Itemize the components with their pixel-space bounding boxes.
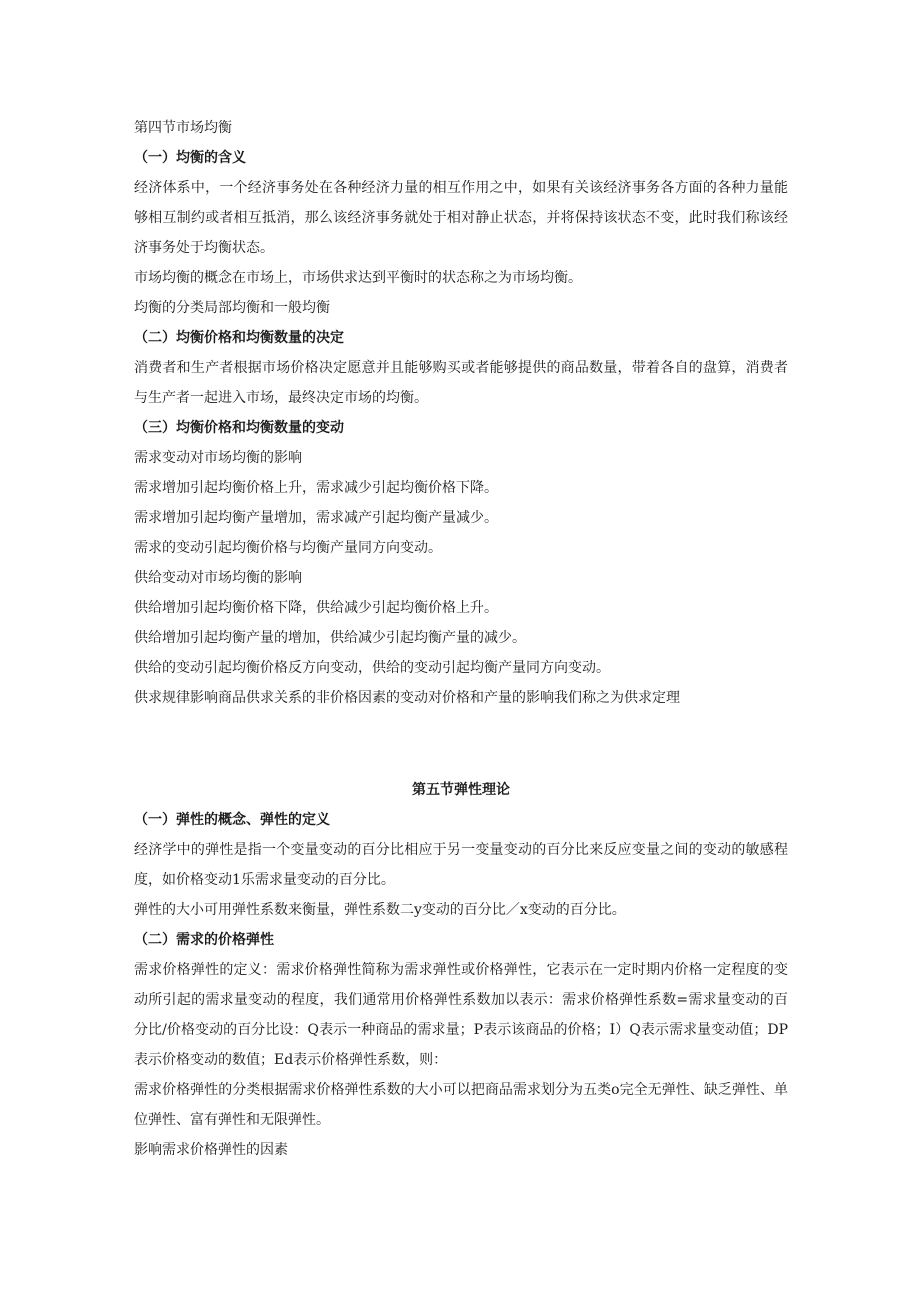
section-4-subheading-3: （三）均衡价格和均衡数量的变动 xyxy=(134,420,344,436)
section-5-subheading-1: （一）弹性的概念、弹性的定义 xyxy=(134,812,330,828)
paragraph-elasticity-factors: 影响需求价格弹性的因素 xyxy=(134,1142,288,1158)
text-line: 需求的变动引起均衡价格与均衡产量同方向变动。 xyxy=(134,540,442,556)
text-line: 供求规律影响商品供求关系的非价格因素的变动对价格和产量的影响我们称之为供求定理 xyxy=(134,690,680,706)
paragraph-equilibrium-meaning: 经济体系中，一个经济事务处在各种经济力量的相互作用之中，如果有关该经济事务各方面的各种力量能够相互制约或者相互抵消，那么该经济事务就处于相对静止状态，并将保持该状态不变，此时我们称该经济事务处于均衡状态。 xyxy=(134,180,788,256)
paragraph-elasticity-coefficient: 弹性的大小可用弹性系数来衡量，弹性系数二y变动的百分比／x变动的百分比。 xyxy=(134,902,626,918)
text-line: 需求变动对市场均衡的影响 xyxy=(134,450,302,466)
paragraph-price-elasticity-classification: 需求价格弹性的分类根据需求价格弹性系数的大小可以把商品需求划分为五类o完全无弹性、缺乏弹性、单位弹性、富有弹性和无限弹性。 xyxy=(134,1082,788,1128)
paragraph-elasticity-definition: 经济学中的弹性是指一个变量变动的百分比相应于另一变量变动的百分比来反应变量之间的变动的敏感程度，如价格变动1乐需求量变动的百分比。 xyxy=(134,842,788,888)
document-page xyxy=(134,113,788,1165)
text-line: 需求增加引起均衡价格上升，需求减少引起均衡价格下降。 xyxy=(134,480,498,496)
text-line: 供给的变动引起均衡价格反方向变动，供给的变动引起均衡产量同方向变动。 xyxy=(134,660,610,676)
section-gap xyxy=(134,713,788,775)
section-5-subheading-2: （二）需求的价格弹性 xyxy=(134,932,274,948)
section-4-subheading-1: （一）均衡的含义 xyxy=(134,150,246,166)
text-line: 需求增加引起均衡产量增加，需求减产引起均衡产量减少。 xyxy=(134,510,498,526)
paragraph-equilibrium-types: 均衡的分类局部均衡和一般均衡 xyxy=(134,300,330,316)
section-4-subheading-2: （二）均衡价格和均衡数量的决定 xyxy=(134,330,344,346)
section-5-title: 第五节弹性理论 xyxy=(412,782,510,798)
section-4-title: 第四节市场均衡 xyxy=(134,120,232,136)
text-line: 供给增加引起均衡价格下降，供给减少引起均衡价格上升。 xyxy=(134,600,498,616)
text-line: 供给增加引起均衡产量的增加，供给减少引起均衡产量的减少。 xyxy=(134,630,526,646)
paragraph-price-quantity-determination: 消费者和生产者根据市场价格决定愿意并且能够购买或者能够提供的商品数量，带着各自的盘算，消费者与生产者一起进入市场，最终决定市场的均衡。 xyxy=(134,360,788,406)
paragraph-market-equilibrium: 市场均衡的概念在市场上，市场供求达到平衡时的状态称之为市场均衡。 xyxy=(134,270,582,286)
paragraph-price-elasticity-definition: 需求价格弹性的定义：需求价格弹性简称为需求弹性或价格弹性，它表示在一定时期内价格一定程度的变动所引起的需求量变动的程度，我们通常用价格弹性系数加以表示：需求价格弹性系数=需求量变动的百分比/价格变动的百分比设：Q表示一种商品的需求量；P表示该商品的价格；I）Q表示需求量变动值；DP表示价格变动的数值；Ed表示价格弹性系数，则： xyxy=(134,962,788,1068)
text-line: 供给变动对市场均衡的影响 xyxy=(134,570,302,586)
